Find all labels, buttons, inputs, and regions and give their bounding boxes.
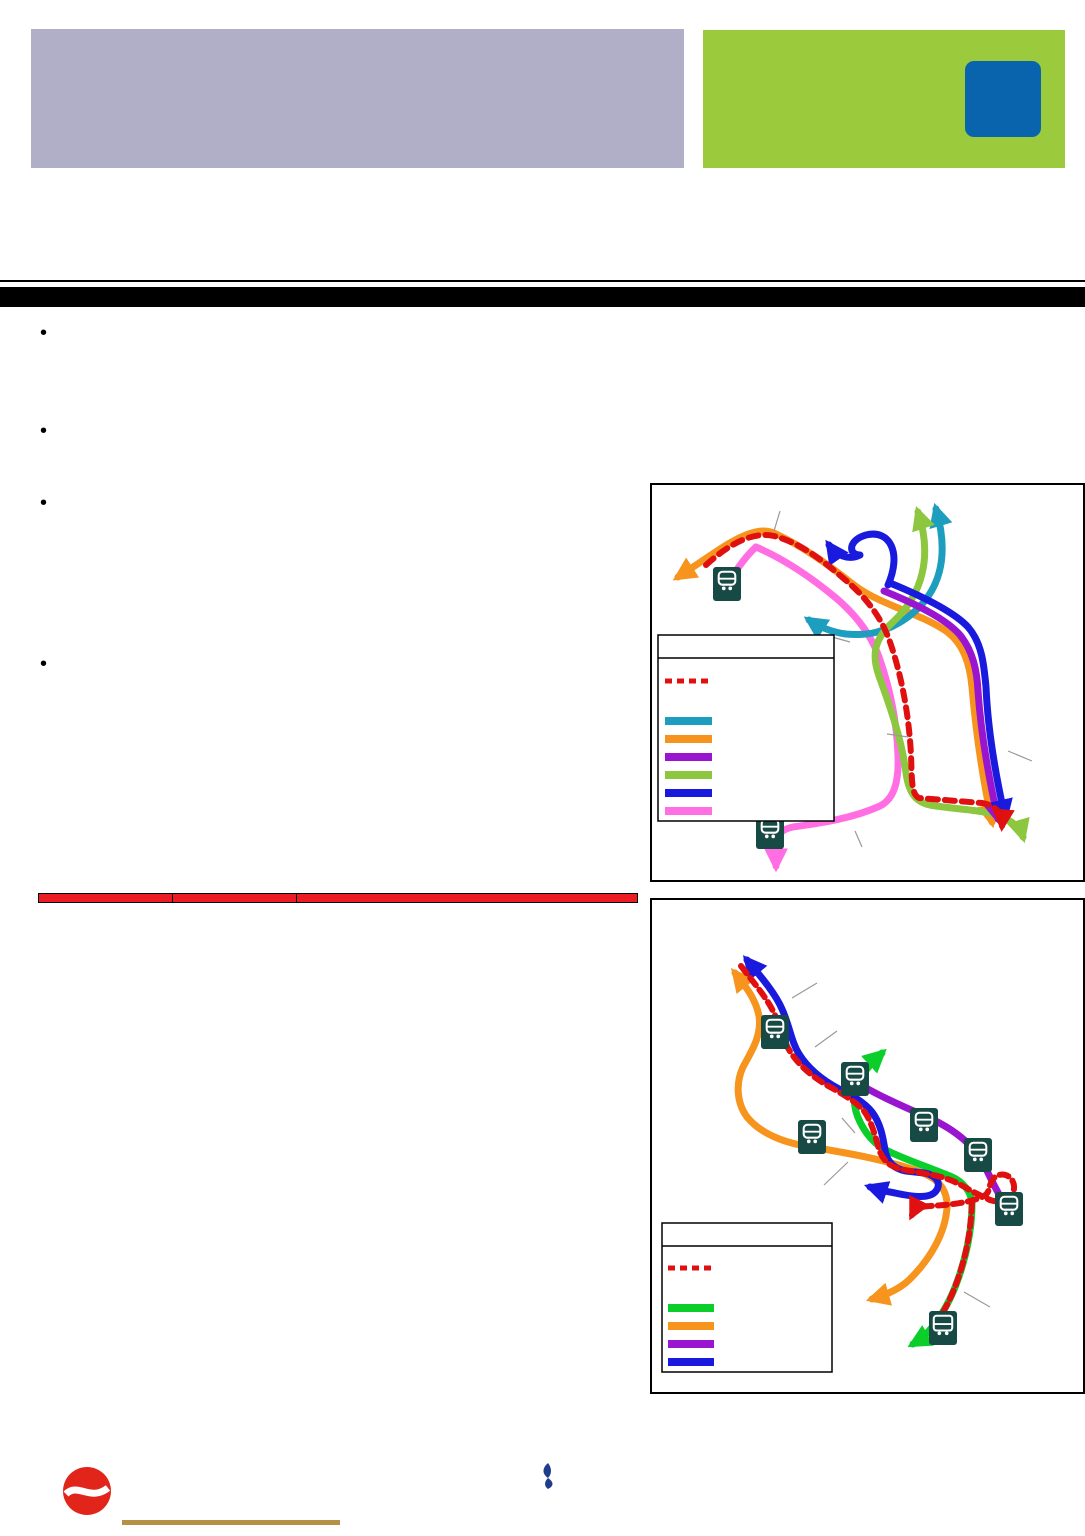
bullet-marker: • (40, 653, 48, 675)
bullet-malay-text (70, 488, 646, 517)
legend-swatch-171-963 (665, 717, 712, 725)
header-end-point (173, 894, 297, 903)
leader-bt-panjang-rd (774, 511, 780, 531)
alternatives-table (38, 893, 638, 903)
header-alternative-option (297, 894, 638, 903)
legend-swatch-960 (668, 1340, 714, 1348)
bullet-tamil (40, 652, 646, 677)
legend-swatch-162-167 (668, 1304, 714, 1312)
bullet-english (40, 318, 1056, 348)
wheelchair-accessible-icon (965, 61, 1041, 137)
bullet-chinese-text (70, 414, 1056, 448)
mrt-icon-bugis (964, 1138, 992, 1172)
mrt-icon-little-india (910, 1108, 938, 1142)
map1-legend (658, 635, 834, 821)
bullet-chinese (40, 414, 1056, 448)
route-map-city (650, 898, 1085, 1394)
bullet-marker: • (40, 420, 48, 442)
leader-bke (1008, 751, 1032, 761)
legend-swatch-190 (665, 735, 712, 743)
logo-row (0, 1460, 1085, 1532)
divider-thick (0, 287, 1085, 307)
service-number-badge (703, 30, 1065, 168)
route-map-bukit-panjang (650, 483, 1085, 882)
mrt-icon-stevens (761, 1015, 789, 1049)
bullet-marker: • (40, 492, 48, 514)
bullet-marker: • (40, 322, 48, 344)
lta-ribbon-icon (540, 1462, 556, 1490)
leader-scotts-rd (842, 1118, 855, 1133)
legend-swatch-966 (665, 771, 712, 779)
mrt-icon-newton (841, 1062, 869, 1096)
leader-whitley-rd (792, 983, 817, 998)
header-band (31, 29, 684, 168)
header-start-point (39, 894, 173, 903)
map2-svg (652, 900, 1083, 1392)
smrt-circle-icon (60, 1464, 114, 1518)
legend-swatch-960 (665, 753, 712, 761)
map2-legend (662, 1223, 832, 1372)
leader-bt-timah (815, 1031, 837, 1047)
mrt-icon-promenade (995, 1192, 1023, 1226)
table-header-row (39, 894, 638, 903)
legend-swatch-190 (668, 1322, 714, 1330)
legend-swatch-973 (665, 807, 712, 815)
legend-swatch-972 (665, 789, 712, 797)
lta-logo (428, 1462, 668, 1514)
smrt-gold-bar (122, 1520, 340, 1525)
bullet-malay (40, 488, 646, 517)
mrt-icon-orchard (798, 1120, 826, 1154)
bullet-english-text (70, 318, 1056, 348)
leader-shenton-way (964, 1292, 990, 1307)
legend-swatch-972 (668, 1358, 714, 1366)
bus-icon-shenton-way-terminal (929, 1311, 957, 1345)
mrt-icon-bukit-panjang (713, 567, 741, 601)
leader-dairy-farm-rd (855, 831, 862, 847)
divider-thin (0, 280, 1085, 282)
leader-orchard-rd (824, 1162, 848, 1185)
map1-svg (652, 485, 1083, 880)
bullet-tamil-text (70, 652, 646, 677)
smrt-logo (60, 1464, 340, 1526)
